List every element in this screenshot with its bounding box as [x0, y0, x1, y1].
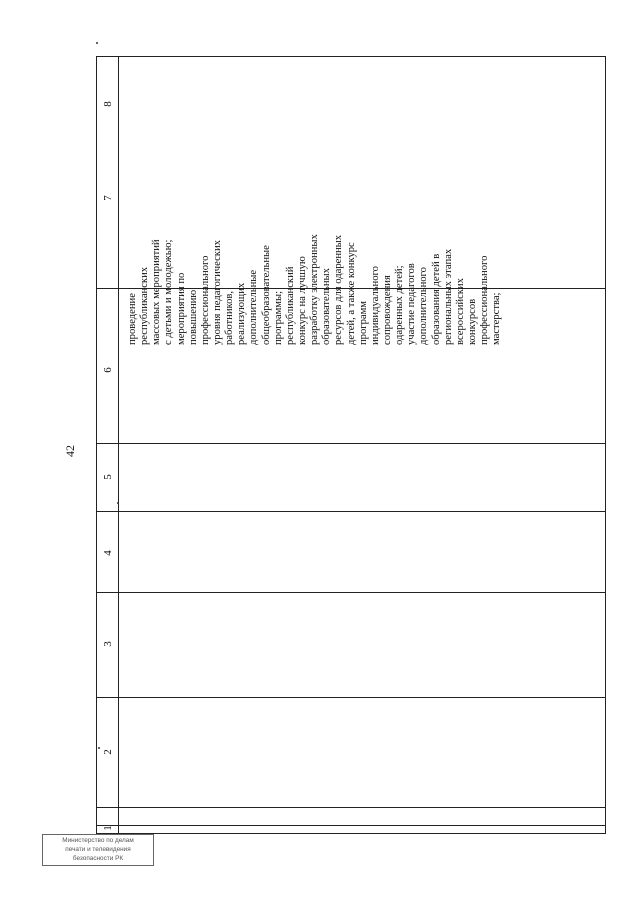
column-7-line: с детьми и молодежью; [163, 239, 175, 345]
column-7-line: всероссийских [454, 278, 466, 345]
column-7-line: работников, [224, 290, 236, 345]
column-7-line: разработку электронных [309, 234, 321, 345]
column-7-line: программы; [272, 290, 284, 345]
scan-speck [96, 42, 98, 44]
column-7-line: конкурсов [466, 298, 478, 345]
column-7-line: одаренных детей; [394, 265, 406, 345]
column-number-1: 1 [102, 825, 114, 831]
column-divider [97, 443, 605, 444]
column-7-line: уровня педагогических [211, 240, 223, 345]
column-7-line: образования детей в [430, 253, 442, 345]
column-number-3: 3 [102, 641, 114, 647]
column-number-6: 6 [102, 367, 114, 373]
column-7-text [127, 201, 503, 345]
column-7-line: конкурс на лучшую [296, 256, 308, 345]
column-7-line: мастерства; [491, 292, 503, 345]
column-number-8: 8 [102, 101, 114, 107]
column-7-line: республиканских [139, 266, 151, 345]
scan-speck [98, 747, 100, 749]
column-7-line: республиканский [284, 266, 296, 345]
column-7-line: профессионального [199, 255, 211, 345]
column-7-line: индивидуального [369, 266, 381, 345]
column-7-line: региональных этапах [442, 248, 454, 345]
column-7-line: мероприятия по [175, 272, 187, 345]
column-7-line: проведение [127, 293, 138, 345]
column-7-line: массовых мероприятий [151, 239, 163, 345]
column-7-line: программ [357, 300, 369, 345]
stamp [42, 834, 154, 866]
column-7-line: дополнительные [248, 269, 260, 345]
column-divider [97, 697, 605, 698]
column-number-4: 4 [102, 550, 114, 556]
column-7-line: сопровождения [381, 275, 393, 345]
stamp-line: печати и телевидения [65, 846, 131, 853]
column-number-7: 7 [102, 195, 114, 201]
column-7-line: участие педагогов [406, 263, 418, 345]
stamp-line: безопасности РК [72, 855, 124, 862]
stamp-line: Министерство по делам [62, 837, 134, 844]
column-7-line: общеобразовательные [260, 245, 272, 345]
column-divider [97, 592, 605, 593]
column-7-line: дополнительного [418, 267, 430, 345]
column-number-2: 2 [102, 749, 114, 755]
column-header-strip [97, 57, 119, 833]
column-number-5: 5 [102, 474, 114, 480]
column-divider [97, 511, 605, 512]
column-7-line: реализующих [236, 282, 248, 345]
column-7-line: образовательных [321, 268, 333, 345]
rotated-table [96, 56, 606, 834]
page-number: 42 [63, 445, 77, 457]
column-divider [97, 807, 605, 808]
column-7-line: ресурсов для одаренных [333, 234, 345, 345]
column-7-line: детей, а также конкурс [345, 242, 357, 345]
column-7-line: повышению [187, 289, 199, 345]
scan-speck [117, 502, 119, 504]
column-divider [97, 825, 605, 826]
column-7-line: профессионального [479, 255, 491, 345]
